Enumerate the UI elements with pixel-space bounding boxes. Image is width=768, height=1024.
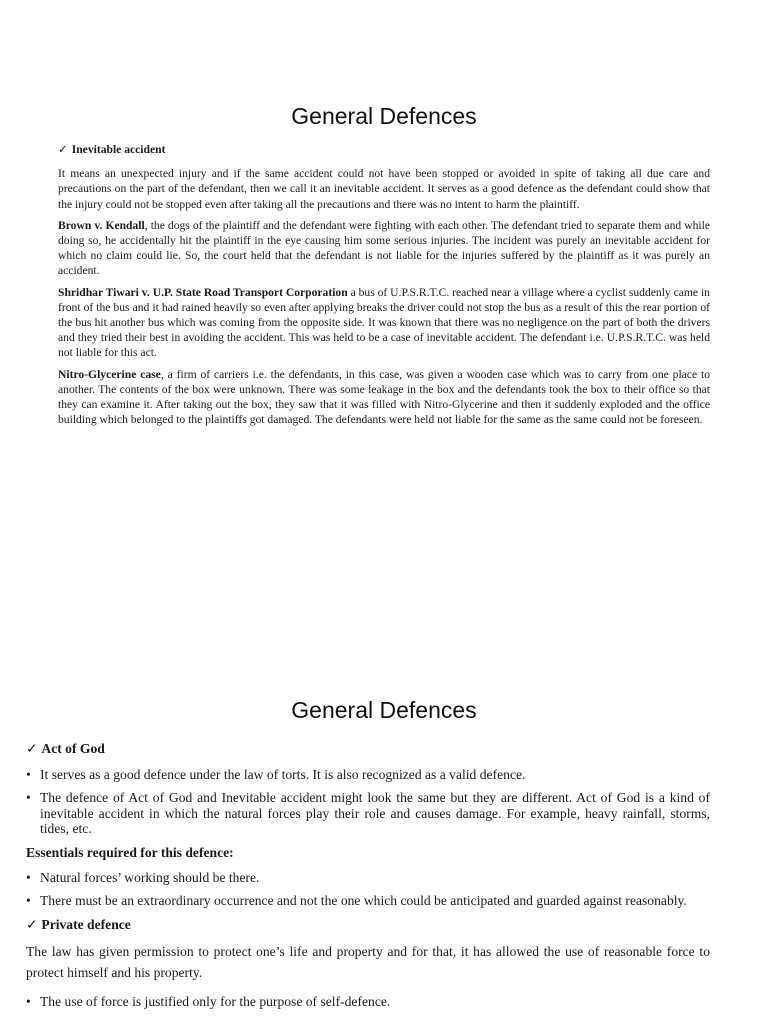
list-item: • The defence of Act of God and Inevitable accident might look the same but they are different. Act of God is a kind of inevitable accident in which the natural forces play their role and causes damage. For example, heavy rainfall, storms, tides, etc. bbox=[26, 790, 710, 837]
list-item: • There must be an extraordinary occurrence and not the one which could be anticipated and guarded against reasonably. bbox=[26, 893, 687, 909]
checkmark-icon: ✓ bbox=[26, 916, 38, 933]
case-name: Nitro-Glycerine case bbox=[58, 367, 161, 381]
case-paragraph-nitro-glycerine: Nitro-Glycerine case, a firm of carriers i.e. the defendants, in this case, was given a wooden case which was to carry from one place to another. The contents of the box were unknown. There was some leakage in the box and the defendants took the box to their office so that they can examine it. After taking out the box, they saw that it was filled with Nitro-Glycerine and then it suddenly exploded and the office building which belonged to the plaintiffs got damaged. The defendants were held not liable for the same as the same could not be foreseen. bbox=[58, 367, 710, 427]
slide-body bbox=[26, 741, 710, 1018]
case-paragraph-brown-v-kendall: Brown v. Kendall, the dogs of the plaintiff and the defendant were fighting with each other. The defendant tried to separate them and while doing so, he accidentally hit the plaintiff in the eye causing him some serious injuries. The incident was purely an inevitable accident for which no claim could lie. So, the court held that the defendant is not liable for the injuries suffered by the plaintiff as it was purely an accident. bbox=[58, 218, 710, 278]
list-item: • Natural forces’ working should be there. bbox=[26, 869, 260, 885]
bullet-icon: • bbox=[26, 869, 31, 885]
section-heading-inevitable-accident: ✓ Inevitable accident bbox=[58, 142, 166, 156]
slide-body bbox=[58, 142, 710, 433]
bullet-list bbox=[26, 767, 710, 837]
slide-act-of-god bbox=[0, 512, 768, 1024]
list-item: • The use of force is justified only for the purpose of self-defence. bbox=[26, 994, 391, 1010]
checkmark-icon: ✓ bbox=[58, 142, 68, 156]
definition-paragraph: It means an unexpected injury and if the same accident could not have been stopped or avoided in spite of taking all due care and precautions on the part of the defendant, then we call it an inevitable accident. It serves as a good defence as the defendant could show that the injury could not be stopped even after taking all the precautions and there was no intent to harm the plaintiff. bbox=[58, 167, 710, 211]
bullet-list bbox=[26, 870, 710, 909]
essentials-heading: Essentials required for this defence: bbox=[26, 844, 234, 860]
bullet-icon: • bbox=[26, 766, 31, 782]
slide-title: General Defences bbox=[291, 103, 477, 129]
section-heading-act-of-god: ✓ Act of God bbox=[26, 741, 105, 757]
checkmark-icon: ✓ bbox=[26, 741, 38, 757]
bullet-icon: • bbox=[26, 994, 31, 1010]
list-item: • It serves as a good defence under the law of torts. It is also recognized as a valid defence. bbox=[26, 766, 526, 782]
case-paragraph-shridhar-tiwari: Shridhar Tiwari v. U.P. State Road Transport Corporation a bus of U.P.S.R.T.C. reached near a village where a cyclist suddenly came in front of the bus and it had rained heavily so even after applying breaks the driver could not stop the bus as a result of this the rear portion of the bus hit another bus which was coming from the opposite side. It was known that there was no negligence on the part of both the drivers and they tried their best in avoiding the accident. This was held to be a case of inevitable accident. The defendant i.e. U.P.S.R.T.C. was held not liable for this act. bbox=[58, 285, 710, 360]
section-heading-private-defence: ✓ Private defence bbox=[26, 916, 131, 933]
private-defence-paragraph: The law has given permission to protect one’s life and property and for that, it has allowed the use of reasonable force to protect himself and his property. bbox=[26, 944, 710, 980]
case-name: Shridhar Tiwari v. U.P. State Road Transport Corporation bbox=[58, 285, 348, 299]
bullet-list bbox=[26, 994, 710, 1010]
slide-title: General Defences bbox=[291, 697, 477, 723]
case-name: Brown v. Kendall bbox=[58, 218, 145, 232]
bullet-icon: • bbox=[26, 790, 31, 806]
bullet-icon: • bbox=[26, 893, 31, 909]
